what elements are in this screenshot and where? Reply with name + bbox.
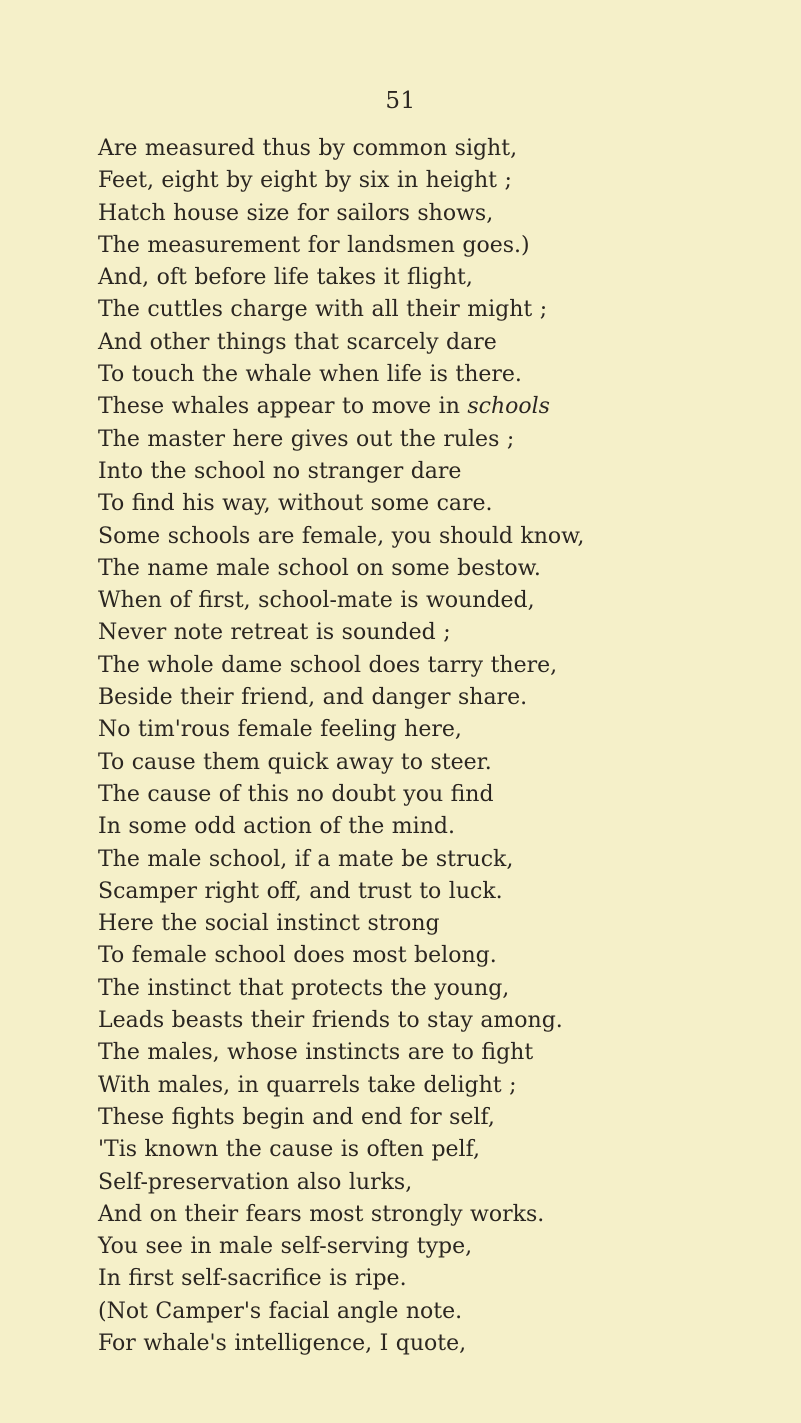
poem-line: To touch the whale when life is there. <box>98 362 522 388</box>
poem-line: The measurement for landsmen goes.) <box>98 232 530 258</box>
page-number: 51 <box>385 88 416 114</box>
poem-line: The cause of this no doubt you find <box>98 781 494 807</box>
poem-line: Some schools are female, you should know, <box>98 523 585 549</box>
italic-word: schools <box>467 394 550 420</box>
poem-line: In first self-sacrifice is ripe. <box>98 1266 407 1292</box>
poem-line: No tim'rous female feeling here, <box>98 717 462 743</box>
poem-line: To find his way, without some care. <box>98 491 493 517</box>
poem-line: And on their fears most strongly works. <box>98 1201 545 1227</box>
poem-line: To female school does most belong. <box>98 943 497 969</box>
poem-line: The cuttles charge with all their might ; <box>98 297 548 323</box>
poem-line: Leads beasts their friends to stay among. <box>98 1008 563 1034</box>
poem-line: In some odd action of the mind. <box>98 814 455 840</box>
poem-line: The males, whose instincts are to fight <box>98 1040 534 1066</box>
poem-line: And, oft before life takes it flight, <box>98 265 473 291</box>
poem-line: Self-preservation also lurks, <box>98 1169 413 1195</box>
poem-line: Here the social instinct strong <box>98 911 440 937</box>
poem-line: And other things that scarcely dare <box>98 329 497 355</box>
poem-line: When of first, school-mate is wounded, <box>98 588 535 614</box>
poem-line: (Not Camper's facial angle note. <box>98 1298 463 1324</box>
poem-line: The instinct that protects the young, <box>98 975 510 1001</box>
poem-line: The name male school on some bestow. <box>98 555 541 581</box>
poem-line: Beside their friend, and danger share. <box>98 685 528 711</box>
poem-line: The whole dame school does tarry there, <box>98 652 558 678</box>
poem-line: You see in male self-serving type, <box>98 1234 473 1260</box>
poem-line: Scamper right off, and trust to luck. <box>98 878 503 904</box>
poem-line: The male school, if a mate be struck, <box>98 846 514 872</box>
poem-line: These fights begin and end for self, <box>98 1104 495 1130</box>
poem-line: Never note retreat is sounded ; <box>98 620 451 646</box>
poem-line <box>98 391 788 423</box>
poem-line: Hatch house size for sailors shows, <box>98 200 494 226</box>
poem-line: 'Tis known the cause is often pelf, <box>98 1137 480 1163</box>
poem-line-text: These whales appear to move in <box>98 394 468 420</box>
poem-text <box>98 133 788 1360</box>
poem-line: To cause them quick away to steer. <box>98 749 492 775</box>
poem-line: With males, in quarrels take delight ; <box>98 1072 517 1098</box>
poem-line: Into the school no stranger dare <box>98 458 462 484</box>
poem-line: Feet, eight by eight by six in height ; <box>98 168 512 194</box>
poem-line: Are measured thus by common sight, <box>98 136 518 161</box>
poem-line: The master here gives out the rules ; <box>98 426 515 452</box>
poem-line: For whale's intelligence, I quote, <box>98 1330 467 1356</box>
